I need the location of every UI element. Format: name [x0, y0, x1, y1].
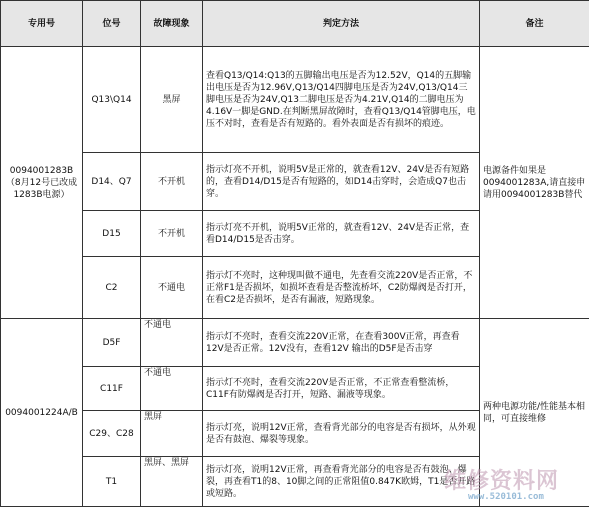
header-part-no: 专用号: [1, 1, 83, 47]
method-cell: 指示灯不亮时，查看交流220V正常，在查看300V正常，再查看12V是否正常。12V没有，查看12V 输出的D5F是否击穿: [203, 319, 480, 367]
method-cell: 指示灯亮不开机，说明5V是正常的，就查看12V、24V是否有短路的，查看D14/D15是否有短路的，如D14击穿时，会造成Q7也击穿。: [203, 153, 480, 211]
header-method: 判定方法: [203, 1, 480, 47]
position-cell: D15: [83, 211, 141, 257]
symptom-cell: 不开机: [141, 211, 203, 257]
position-cell: T1: [83, 457, 141, 507]
part-no-cell: 0094001224A/B: [1, 319, 83, 507]
remark-cell: 两种电源功能/性能基本相同，可直接维修: [480, 319, 589, 507]
method-cell: 指示灯亮，说明12V正常，查看背光部分的电容是否有损坏，从外观是否有鼓泡、爆裂等现象。: [203, 411, 480, 457]
symptom-cell: 不通电: [141, 257, 203, 319]
method-cell: 指示灯亮，说明12V正常，再查看背光部分的电容是否有鼓泡、爆裂，再查看T1的8、10脚之间的正常阻值0.847K欧姆，T1是否开路或短路。: [203, 457, 480, 507]
position-cell: D14、Q7: [83, 153, 141, 211]
position-cell: Q13\Q14: [83, 47, 141, 153]
table-row: [1, 319, 589, 367]
symptom-cell: 不通电: [141, 367, 203, 411]
method-cell: 指示灯不亮时，查看交流220V是否正常，不正常查看整流桥，C11F有防爆阀是否打开，短路、漏液等现象。: [203, 367, 480, 411]
position-cell: C2: [83, 257, 141, 319]
header-remark: 备注: [480, 1, 589, 47]
watermark-url: www.520101.com: [468, 492, 544, 502]
symptom-cell: 黑屏: [141, 411, 203, 457]
header-row: [1, 1, 589, 47]
watermark-title: 维修资料网: [444, 464, 559, 495]
position-cell: C29、C28: [83, 411, 141, 457]
part-no-cell: 0094001283B （8月12号已改成1283B电源）: [1, 47, 83, 319]
method-cell: 指示灯亮不开机，说明5V正常的，就查看12V、24V是否正常，查看D14/D15是否击穿。: [203, 211, 480, 257]
table-row: [1, 47, 589, 153]
symptom-cell: 不通电: [141, 319, 203, 367]
symptom-cell: 黑屏、黑屏: [141, 457, 203, 507]
symptom-cell: 黑屏: [141, 47, 203, 153]
method-cell: 查看Q13/Q14:Q13的五脚输出电压是否为12.52V，Q14的五脚输出电压是否为12.96V,Q13/Q14四脚电压是否为24V,Q13/Q14三脚电压是否为24V,Q13二脚电压是否为4.21V,Q14的二脚电压为4.16V一脚是GND.在判断黑屏故障时，查看Q13/Q14管脚电压，电压不对时，查看是否有短路的。看外表面是否有损坏的痕迹。: [203, 47, 480, 153]
method-cell: 指示灯不亮时，这种现叫做不通电，先查看交流220V是否正常，不正常F1是否损坏，如损坏查看是否整流桥坏，C2防爆阀是否打开，在看C2是否损坏，是否有漏液，短路现象。: [203, 257, 480, 319]
header-symptom: 故障现象: [141, 1, 203, 47]
remark-cell: 电源备件如果是0094001283A,请直接申请用0094001283B替代: [480, 47, 589, 319]
header-position: 位号: [83, 1, 141, 47]
symptom-cell: 不开机: [141, 153, 203, 211]
position-cell: D5F: [83, 319, 141, 367]
position-cell: C11F: [83, 367, 141, 411]
